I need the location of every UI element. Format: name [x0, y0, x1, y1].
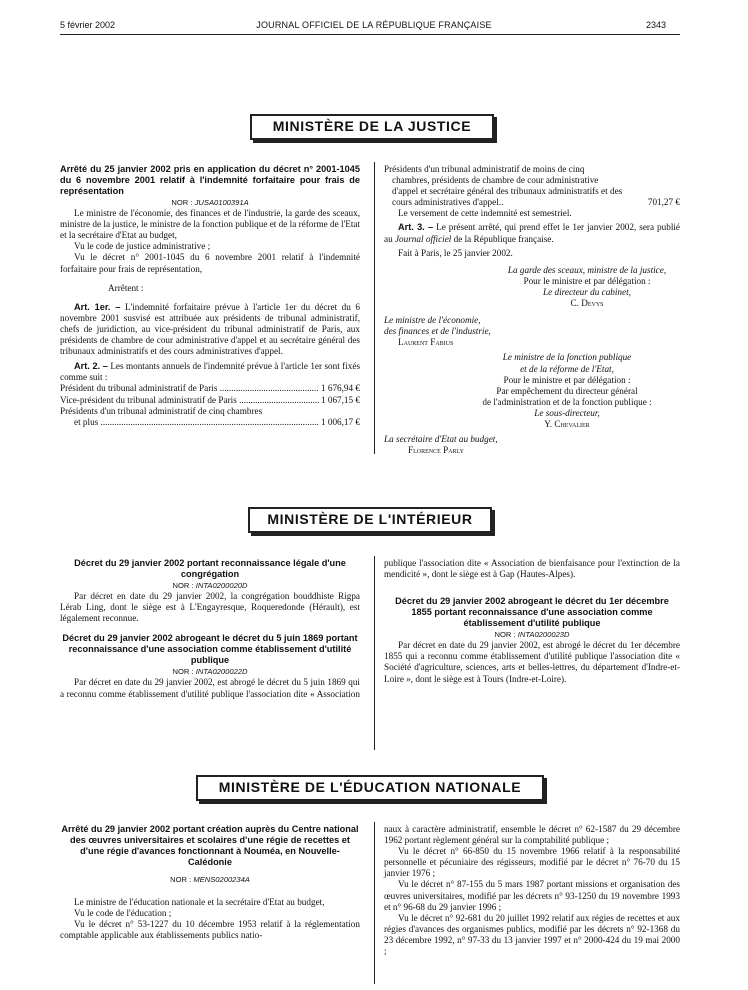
- justice-visa-2: Vu le décret n° 2001-1045 du 6 novembre 2001 relatif à l'indemnité forfaitaire pour frais de représentation,: [60, 252, 360, 274]
- justice-art3: Art. 3. – Le présent arrêté, qui prend effet le 1er janvier 2002, sera publié au Journal officiel de la République française.: [384, 222, 681, 244]
- amount-row-last: Présidents d'un tribunal administratif de moins de cinq chambres, présidents de chambre de cour administrative d'appel et secrétaire général des tribunaux administratifs et des cours administratives d'appel.. 701,27 €: [384, 164, 680, 208]
- education-left-column: [60, 824, 360, 941]
- education-right-column: [384, 824, 680, 957]
- decret-2-text: Par décret en date du 29 janvier 2002, est abrogé le décret du 5 juin 1869 qui a reconnu comme établissement d'utilité publique l'association dite « Association: [60, 677, 360, 699]
- decret-2-nor: NOR : INTA0200022D: [172, 667, 248, 677]
- justice-arrete-title: Arrêté du 25 janvier 2002 pris en application du décret n° 2001-1045 du 6 novembre 2001 relatif à l'indemnité forfaitaire pour frais de représentation: [60, 164, 360, 196]
- decret-1-nor: NOR : INTA0200020D: [172, 581, 248, 590]
- decret-1-text: Par décret en date du 29 janvier 2002, la congrégation bouddhiste Rigpa Lérab Ling, dont le siège est à L'Engayresque, Roqueredonde (Hérault), est légalement reconnue.: [60, 591, 360, 624]
- header-page-number: 2343: [646, 20, 667, 30]
- decret-3-nor: NOR : INTA0200023D: [494, 630, 570, 640]
- column-divider: [374, 162, 375, 454]
- ministry-education-heading: MINISTÈRE DE L'ÉDUCATION NATIONALE: [196, 775, 544, 801]
- justice-art1: Art. 1er. – L'indemnité forfaitaire prévue à l'article 1er du décret du 6 novembre 2001 susvisé est attribuée aux présidents de tribunal administratif, chefs de juridiction, au vice-président du tribunal administratif de Paris, aux présidents de chambre de cour administrative d'appel et au secrétaire général des tribunaux administratifs et des cours administratives d'appel.: [60, 301, 361, 357]
- justice-visa-1: Vu le code de justice administrative ;: [74, 241, 211, 252]
- education-visa-5: Vu le décret n° 92-681 du 20 juillet 1992 relatif aux régies de recettes et aux régies d'avances des organismes publics, modifié par les décrets n° 92-1368 du 23 décembre 1992, n° 97-33 du 13 janvier 1997 et n° 2000-424 du 19 mai 2000 ;: [384, 912, 680, 957]
- signature-block-budget: La secrétaire d'Etat au budget, Florence Parly: [384, 434, 498, 456]
- education-visa-2-continuation: naux à caractère administratif, ensemble le décret n° 62-1587 du 29 décembre 1962 portant règlement général sur la comptabilité publique ;: [384, 824, 680, 846]
- education-preamble: Le ministre de l'éducation nationale et la secrétaire d'Etat au budget,: [74, 897, 325, 908]
- header-date: 5 février 2002: [60, 20, 116, 30]
- ministry-justice-heading: MINISTÈRE DE LA JUSTICE: [250, 114, 494, 140]
- justice-arretent: Arrêtent :: [108, 282, 144, 293]
- column-divider: [374, 822, 375, 984]
- signature-block-fonction-publique: Le ministre de la fonction publique et de la réforme de l'Etat, Pour le ministre et par délégation : Par empêchement du directeur général de l'administration et de la fonction publique : Le sous-directeur, Y. Chevalier: [482, 352, 652, 429]
- decret-2-title: Décret du 29 janvier 2002 abrogeant le décret du 5 juin 1869 portant reconnaissance d'une association comme établissement d'utilité publique: [62, 633, 358, 666]
- decret-3-title: Décret du 29 janvier 2002 abrogeant le décret du 1er décembre 1855 portant reconnaissance d'une association comme établissement d'utilité publique: [395, 596, 669, 629]
- signature-block-justice: La garde des sceaux, ministre de la justice, Pour le ministre et par délégation : Le directeur du cabinet, C. Devys: [507, 264, 667, 309]
- ministry-interieur-heading: MINISTÈRE DE L'INTÉRIEUR: [248, 507, 492, 533]
- justice-art2: Art. 2. – Les montants annuels de l'indemnité prévue à l'article 1er sont fixés comme suit :: [60, 361, 361, 383]
- justice-nor: NOR : JUSA0100391A: [171, 198, 249, 207]
- education-visa-2: Vu le décret n° 53-1227 du 10 décembre 1953 relatif à la réglementation comptable applicable aux établissements publics natio-: [60, 919, 360, 941]
- amount-row: Président du tribunal administratif de Paris ..... 1 676,94 €: [60, 383, 360, 394]
- education-visa-4: Vu le décret n° 87-155 du 5 mars 1987 portant missions et organisation des œuvres universitaires, modifié par les décrets n° 93-1250 du 19 novembre 1993 et n° 96-68 du 29 janvier 1996 ;: [384, 879, 680, 912]
- justice-preamble: Le ministre de l'économie, des finances et de l'industrie, la garde des sceaux, ministre de la justice, le ministre de la fonction publique et de la réforme de l'Etat et la secrétaire d'Etat au budget,: [60, 208, 360, 241]
- amount-row-label-line: Présidents d'un tribunal administratif de cinq chambres: [60, 405, 263, 416]
- education-visa-3: Vu le décret n° 66-850 du 15 novembre 1966 relatif à la responsabilité personnelle et pécuniaire des régisseurs, modifié par le décret n° 76-70 du 15 janvier 1976 ;: [384, 846, 680, 879]
- decret-2-continuation: publique l'association dite « Association de bienfaisance pour l'extinction de la mendicité », dont le siège est à Gap (Hautes-Alpes).: [384, 558, 680, 580]
- column-divider: [374, 556, 375, 750]
- education-visa-1: Vu le code de l'éducation ;: [74, 908, 172, 919]
- signature-block-economie: Le ministre de l'économie, des finances et de l'industrie, Laurent Fabius: [384, 315, 491, 348]
- justice-fait: Fait à Paris, le 25 janvier 2002.: [398, 247, 513, 258]
- justice-left-column: [60, 164, 360, 428]
- header-rule: [60, 34, 680, 35]
- header-journal-title: JOURNAL OFFICIEL DE LA RÉPUBLIQUE FRANÇAISE: [256, 20, 492, 30]
- amount-row: Vice-président du tribunal administratif de Paris ..... 1 067,15 €: [60, 395, 360, 406]
- decret-1-title: Décret du 29 janvier 2002 portant reconnaissance légale d'une congrégation: [74, 558, 346, 579]
- justice-right-column: [384, 164, 680, 456]
- interieur-left-column: [60, 558, 360, 699]
- decret-3-text: Par décret en date du 29 janvier 2002, est abrogé le décret du 1er décembre 1855 qui a reconnu comme établissement d'utilité publique l'association dite « Société d'agriculture, sciences, arts et belles-lettres, du département d'Indre-et-Loire », dont le siège est à Tours (Indre-et-Loire).: [384, 640, 680, 684]
- amount-row: et plus ..... 1 006,17 €: [60, 417, 360, 428]
- interieur-right-column: [384, 558, 680, 685]
- education-nor: NOR : MENS0200234A: [170, 875, 250, 884]
- education-arrete-title: Arrêté du 29 janvier 2002 portant création auprès du Centre national des œuvres universitaires et scolaires d'une régie de recettes et d'une régie d'avances fonctionnant à Nouméa, en Nouvelle-Calédonie: [61, 824, 359, 867]
- justice-versement: Le versement de cette indemnité est semestriel.: [398, 208, 572, 219]
